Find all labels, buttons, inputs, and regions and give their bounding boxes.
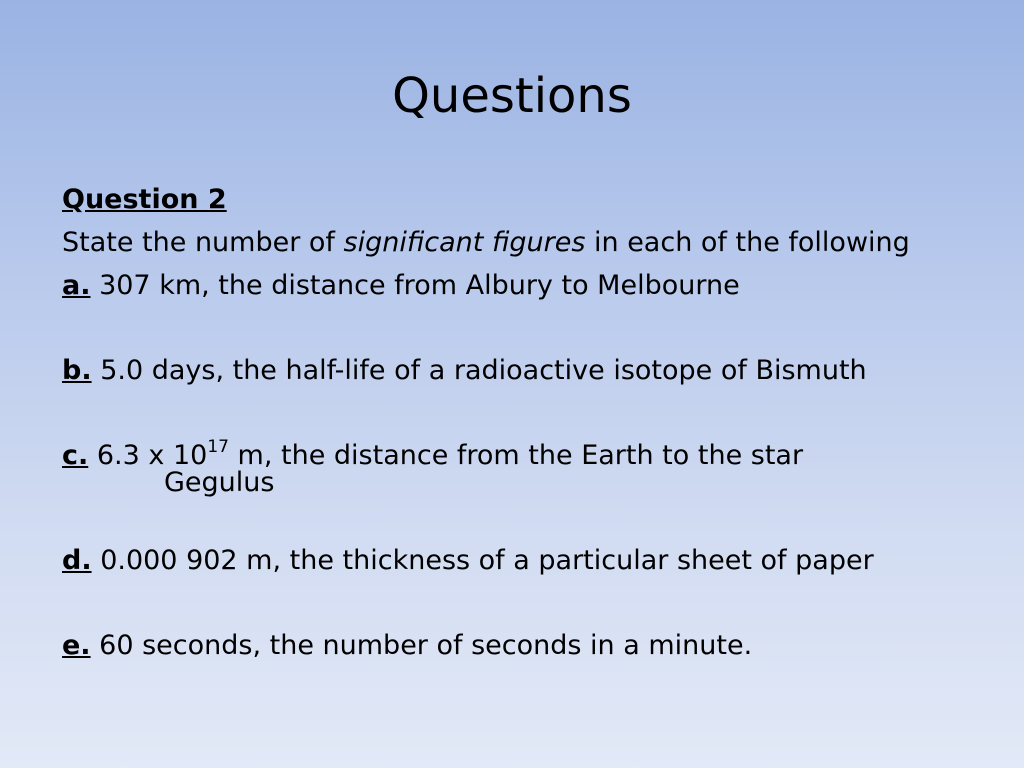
item-text: 60 seconds, the number of seconds in a minute. (99, 630, 753, 661)
question-heading-line (62, 178, 992, 221)
item-text-after: m, the distance from the Earth to the star (228, 440, 804, 471)
item-label: c. (62, 440, 89, 471)
list-item-d (62, 539, 992, 582)
intro-text-after: in each of the following (585, 227, 910, 258)
intro-italic-term: significant figures (343, 227, 586, 258)
item-label: b. (62, 355, 92, 386)
item-text-before: 6.3 x 10 (96, 440, 208, 471)
list-item-b (62, 349, 992, 392)
item-label: d. (62, 545, 92, 576)
intro-text-before: State the number of (62, 227, 344, 258)
item-exponent: 17 (207, 437, 229, 457)
item-label: e. (62, 630, 91, 661)
list-item-e (62, 624, 992, 667)
item-label: a. (62, 270, 91, 301)
item-text: 5.0 days, the half-life of a radioactive isotope of Bismuth (100, 355, 867, 386)
question-heading: Question 2 (62, 184, 227, 215)
slide-body (62, 178, 992, 667)
slide-title: Questions (392, 68, 632, 124)
item-text: 307 km, the distance from Albury to Melbourne (99, 270, 740, 301)
list-item-a (62, 264, 992, 307)
item-continuation: Gegulus (164, 467, 275, 498)
question-intro (62, 221, 992, 264)
item-text: 0.000 902 m, the thickness of a particular sheet of paper (100, 545, 874, 576)
